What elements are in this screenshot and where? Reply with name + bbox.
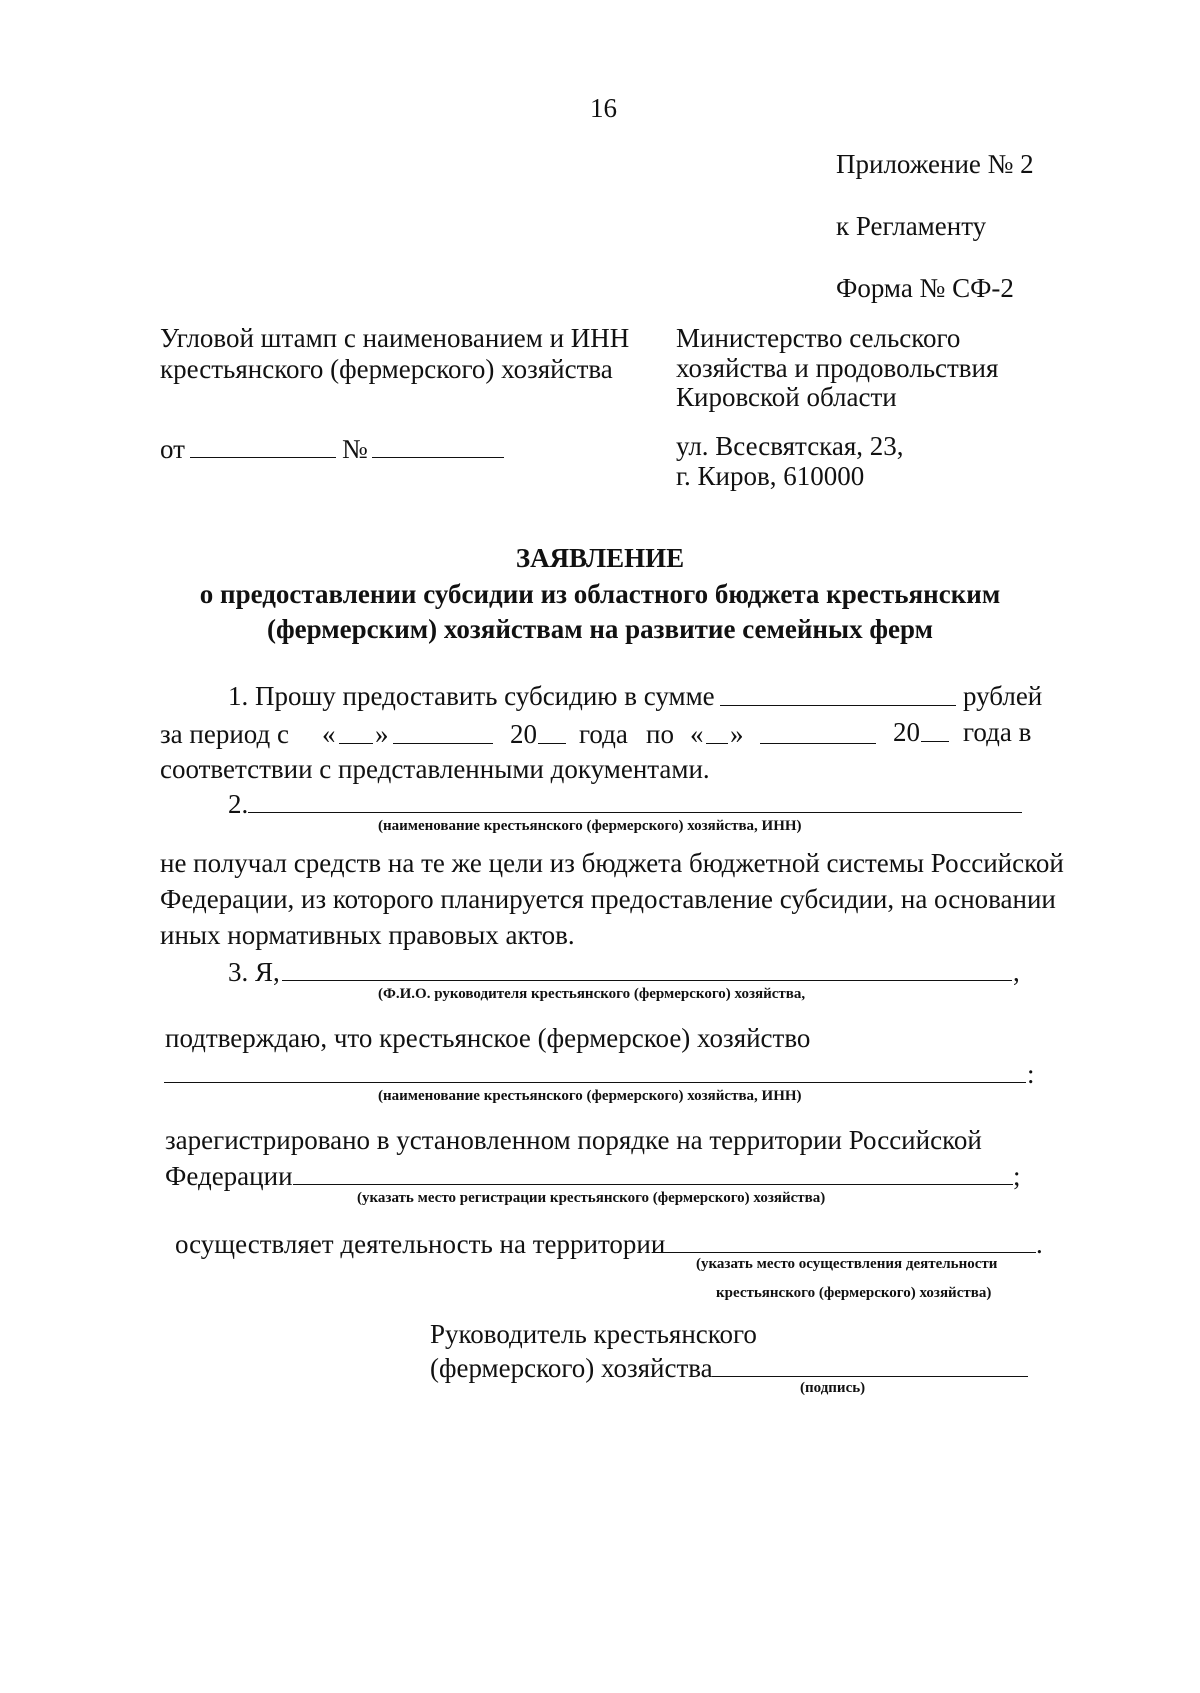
farm-name-caption-1: (наименование крестьянского (фермерского) хозяйства, ИНН): [378, 818, 802, 834]
farm-name-blank-2: [164, 1082, 1026, 1083]
address-line-1: ул. Всесвятская, 23,: [676, 431, 904, 461]
stamp-line-1: Угловой штамп с наименованием и ИНН: [160, 323, 630, 353]
quote-close-2: »: [730, 719, 744, 749]
number-blank: [372, 457, 504, 458]
document-title: ЗАЯВЛЕНИЕ: [515, 543, 685, 573]
registered-text: зарегистрировано в установленном порядке на территории Российской: [165, 1125, 982, 1155]
signature-line-1: Руководитель крестьянского: [430, 1319, 757, 1349]
signature-blank: [712, 1376, 1028, 1377]
item3-comma: ,: [1013, 957, 1020, 987]
registration-place-blank: [293, 1184, 1013, 1185]
signature-caption: (подпись): [800, 1380, 866, 1396]
appendix-label: Приложение № 2: [836, 149, 1034, 179]
year-blank-1: [538, 743, 566, 744]
to-label: по: [646, 719, 674, 749]
item2-number: 2.: [228, 789, 249, 819]
stamp-line-2: крестьянского (фермерского) хозяйства: [160, 354, 613, 384]
activity-text: осуществляет деятельность на территории: [175, 1229, 666, 1259]
regulation-label: к Регламенту: [836, 211, 987, 241]
item1-line-3: соответствии с представленными документами.: [160, 754, 710, 784]
addressee-line-1: Министерство сельского: [676, 323, 961, 353]
confirm-text: подтверждаю, что крестьянское (фермерское) хозяйство: [165, 1023, 811, 1053]
farm-name-blank-1: [248, 812, 1022, 813]
manager-name-blank: [282, 980, 1012, 981]
date-blank: [190, 457, 336, 458]
activity-place-caption-1: (указать место осуществления деятельности: [696, 1256, 998, 1272]
month-blank-2: [760, 743, 876, 744]
day-blank-2: [706, 743, 728, 744]
document-subtitle-2: (фермерским) хозяйствам на развитие семейных ферм: [267, 614, 933, 644]
quote-open-2: «: [690, 719, 704, 749]
amount-blank: [720, 705, 956, 706]
addressee-line-3: Кировской области: [676, 382, 897, 412]
registration-place-caption: (указать место регистрации крестьянского (фермерского) хозяйства): [357, 1190, 826, 1206]
activity-dot: .: [1036, 1229, 1043, 1259]
signature-line-2: (фермерского) хозяйства: [430, 1353, 713, 1383]
document-subtitle-1: о предоставлении субсидии из областного бюджета крестьянским: [199, 579, 1001, 609]
item1-request-text: 1. Прошу предоставить субсидию в сумме: [228, 681, 715, 711]
quote-open-1: «: [322, 719, 336, 749]
manager-name-caption: (Ф.И.О. руководителя крестьянского (фермерского) хозяйства,: [378, 986, 806, 1002]
number-label: №: [342, 434, 368, 464]
year-blank-2: [921, 741, 949, 742]
farm-name-caption-2: (наименование крестьянского (фермерского) хозяйства, ИНН): [378, 1088, 802, 1104]
item2-line-3: иных нормативных правовых актов.: [160, 920, 575, 950]
year-prefix-1: 20: [510, 719, 537, 749]
page-number: 16: [590, 93, 617, 123]
item1-tail: года в: [963, 717, 1032, 747]
activity-place-caption-2: крестьянского (фермерского) хозяйства): [716, 1285, 992, 1301]
item3-number: 3. Я,: [228, 957, 280, 987]
rubles-label: рублей: [963, 681, 1043, 711]
item3-semicolon: ;: [1013, 1161, 1021, 1191]
year-word-1: года: [579, 719, 628, 749]
quote-close-1: »: [375, 719, 389, 749]
item2-line-1-text: не получал средств на те же цели из бюджета бюджетной системы Российской: [160, 848, 1064, 878]
item2-line-2: Федерации, из которого планируется предоставление субсидии, на основании: [160, 884, 1056, 914]
item2-line-1: [160, 847, 1064, 879]
year-prefix-2: 20: [893, 717, 920, 747]
address-line-2: г. Киров, 610000: [676, 461, 865, 491]
month-blank-1: [393, 743, 493, 744]
period-label: за период с: [160, 719, 289, 749]
addressee-line-2: хозяйства и продовольствия: [676, 353, 999, 383]
activity-place-blank: [652, 1252, 1036, 1253]
federation-label: Федерации: [165, 1161, 293, 1191]
item3-colon: :: [1027, 1059, 1035, 1089]
form-number: Форма № СФ-2: [836, 273, 1014, 303]
day-blank-1: [339, 743, 373, 744]
from-label: от: [160, 434, 185, 464]
